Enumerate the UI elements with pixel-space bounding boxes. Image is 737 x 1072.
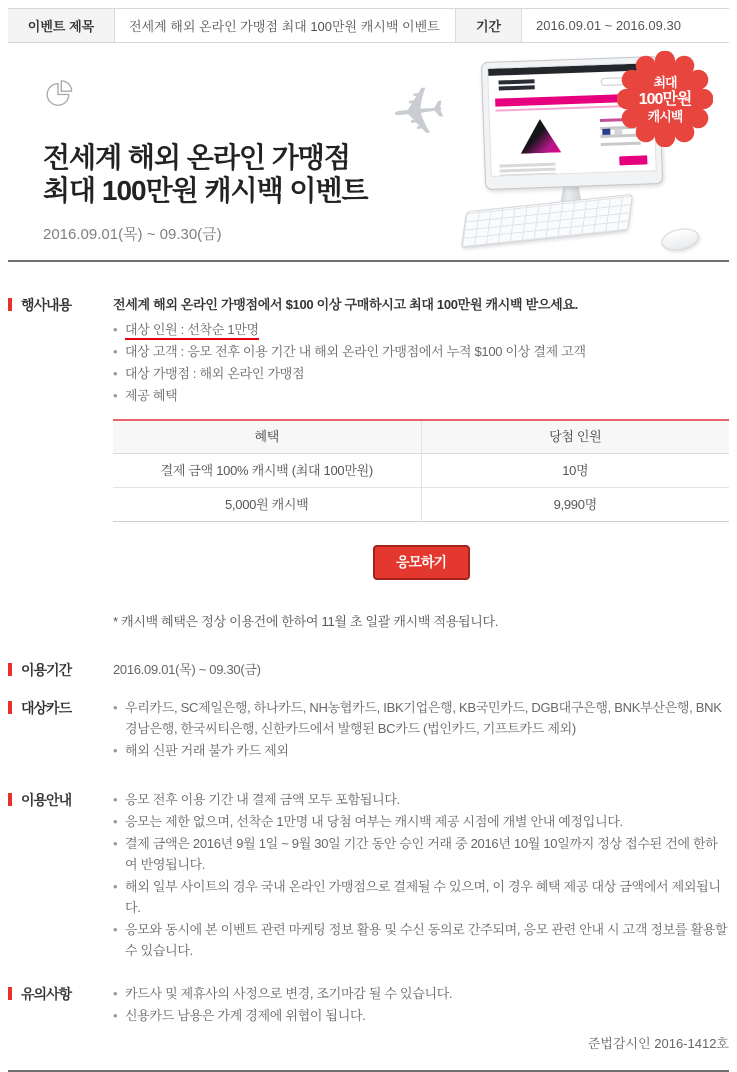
cautions-bullets [113,983,729,1026]
product-image-placeholder [518,118,563,154]
benefit-table-header-winners: 당첨 인원 [421,420,729,453]
hero-title-line2: 최대 100만원 캐시백 이벤트 [43,175,368,206]
benefit-cell: 5,000원 캐시백 [225,496,309,512]
cashback-note: * 캐시백 혜택은 정상 이용건에 한하여 11월 초 일괄 캐시백 적용됩니다. [113,613,499,629]
airplane-icon: ✈ [387,72,451,152]
section-event-details-title: 행사내용 [8,294,113,632]
usage-guide-bullets [113,789,729,961]
section-usage-period-title: 이용기간 [8,659,113,680]
bullet-item: • 응모 전후 이용 기간 내 결제 금액 모두 포함됩니다. [113,789,729,810]
bottom-divider [8,1070,729,1072]
section-cautions [8,983,729,1027]
section-usage-guide [8,789,729,962]
bullet-item: • 우리카드, SC제일은행, 하나카드, NH농협카드, IBK기업은행, KB국민카드, DGB대구은행, BNK부산은행, BNK경남은행, 한국씨티은행, 신한카드에서 발행된 BC카드 (법인카드, 기프트카드 제외) [113,697,729,739]
target-cards-bullets [113,697,729,761]
benefit-cell: 결제 금액 100% 캐시백 (최대 100만원) [113,453,421,487]
hero-section [8,43,729,262]
shop-buy-button-placeholder [619,155,647,165]
hero-date-range: 2016.09.01(목) ~ 09.30(금) [43,226,222,243]
winners-cell: 10명 [421,453,729,487]
product-text-placeholder [499,163,555,168]
target-count-highlight: 대상 인원 : 선착순 1만명 [125,322,259,340]
bullet-item: • 카드사 및 제휴사의 사정으로 변경, 조기마감 될 수 있습니다. [113,983,729,1004]
event-lead-text: 전세계 해외 온라인 가맹점에서 $100 이상 구매하시고 최대 100만원 캐시백 받으세요. [113,297,578,312]
section-event-details [8,294,729,632]
pie-chart-icon [43,79,73,109]
bullet-item: • 결제 금액은 2016년 9월 1일 ~ 9월 30일 기간 동안 승인 거래 중 2016년 10월 10일까지 정상 접수된 건에 한하여 반영됩니다. [113,833,729,875]
red-bar-icon [8,793,12,806]
event-title-label: 이벤트 제목 [8,9,115,42]
bullet-item: • 응모와 동시에 본 이벤트 관련 마케팅 정보 활용 및 수신 동의로 간주되며, 응모 관련 안내 시 고객 정보를 활용할 수 있습니다. [113,919,729,961]
period-label: 기간 [455,9,522,42]
event-meta-table [8,8,729,43]
table-row [113,453,729,487]
event-page [0,8,737,1072]
bullet-item: • 해외 일부 사이트의 경우 국내 온라인 가맹점으로 결제될 수 있으며, 이 경우 혜택 제공 대상 금액에서 제외됩니다. [113,876,729,918]
hero-title [43,141,368,207]
hero-illustration [387,51,721,251]
bullet-item: • 대상 가맹점 : 해외 온라인 가맹점 [113,363,729,384]
usage-period-value: 2016.09.01(목) ~ 09.30(금) [113,661,261,677]
section-target-cards-title: 대상카드 [8,697,113,762]
hero-title-line1: 전세계 해외 온라인 가맹점 [43,142,350,173]
red-bar-icon [8,298,12,311]
badge-line2: 100만원 [638,90,692,108]
section-usage-guide-title: 이용안내 [8,789,113,962]
section-target-cards [8,697,729,762]
badge-line3: 캐시백 [647,108,683,124]
cashback-badge [617,51,713,147]
red-bar-icon [8,987,12,1000]
compliance-number: 준법감시인 2016-1412호 [587,1035,729,1051]
section-cautions-title: 유의사항 [8,983,113,1027]
product-swatches-placeholder [602,129,610,135]
section-usage-period [8,659,729,680]
winners-cell: 9,990명 [421,487,729,521]
bullet-item: • 신용카드 남용은 가계 경제에 위협이 됩니다. [113,1005,729,1026]
benefit-table-header-benefit: 혜택 [113,420,421,453]
shop-logo-placeholder [498,79,534,84]
badge-text [617,51,713,147]
mouse-illustration [659,225,701,253]
bullet-item: • 제공 혜택 [113,385,729,406]
event-title-value: 전세계 해외 온라인 가맹점 최대 100만원 캐시백 이벤트 [115,9,455,42]
red-bar-icon [8,701,12,714]
badge-line1: 최대 [653,74,677,90]
keyboard-illustration [461,194,633,248]
bullet-item [113,319,729,340]
apply-button[interactable]: 응모하기 [373,545,470,580]
event-details-bullets [113,319,729,406]
benefit-table [113,419,729,522]
bullet-item: • 해외 신판 거래 불가 카드 제외 [113,740,729,761]
table-row [113,487,729,521]
bullet-item: • 응모는 제한 없으며, 선착순 1만명 내 당첨 여부는 캐시백 제공 시점에 개별 안내 예정입니다. [113,811,729,832]
period-value: 2016.09.01 ~ 2016.09.30 [522,9,729,42]
red-bar-icon [8,663,12,676]
bullet-item: • 대상 고객 : 응모 전후 이용 기간 내 해외 온라인 가맹점에서 누적 $100 이상 결제 고객 [113,341,729,362]
